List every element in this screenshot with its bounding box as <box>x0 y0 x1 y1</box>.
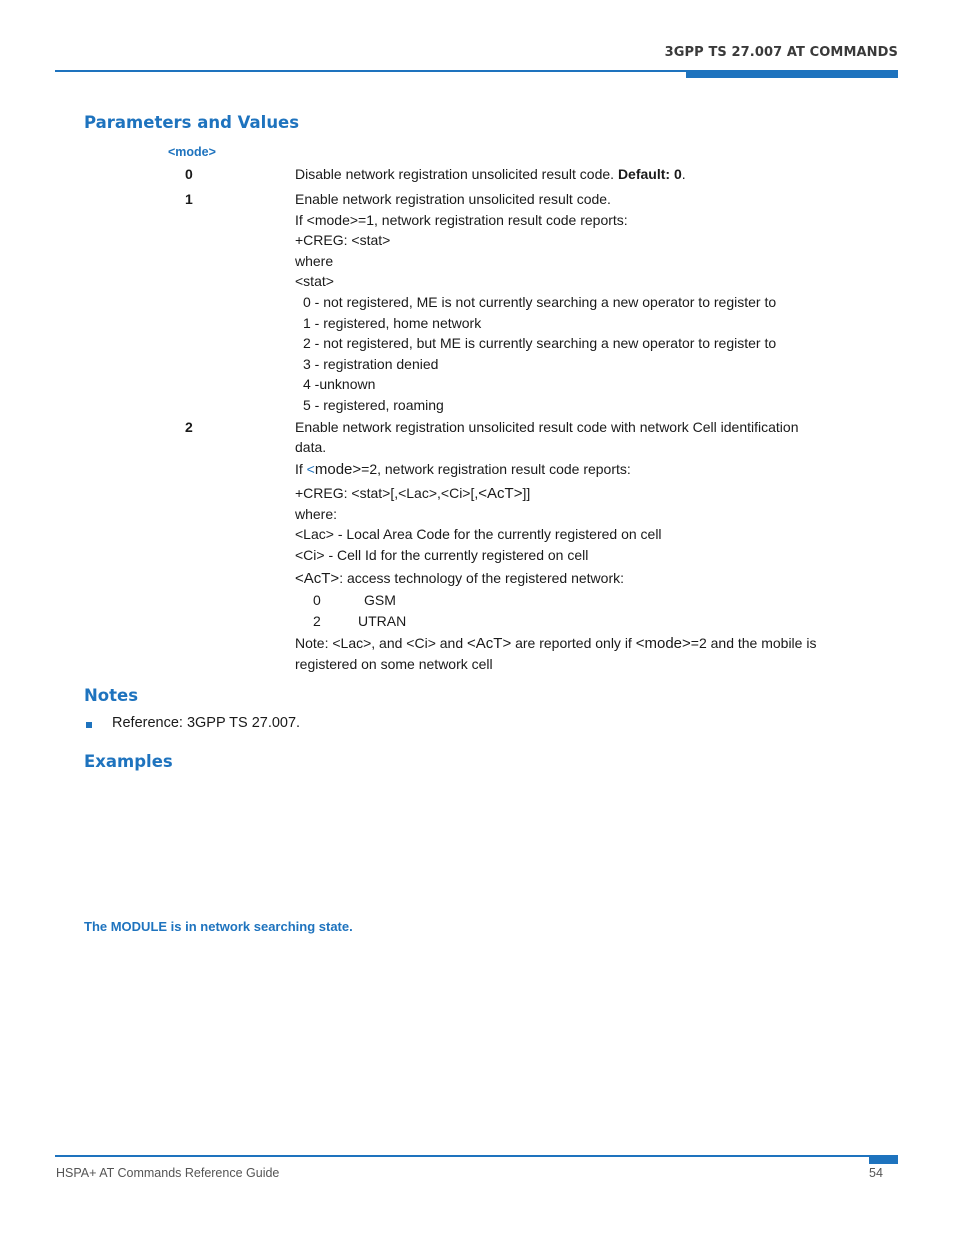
running-header-title: 3GPP TS 27.007 AT COMMANDS <box>664 45 898 60</box>
stat-item: 0 - not registered, ME is not currently searching a new operator to register to <box>303 293 777 310</box>
stat-item: 2 - not registered, but ME is currently searching a new operator to register to <box>303 335 777 352</box>
value-2-description: Enable network registration unsolicited result code with network Cell identification data. If <mode>=2, network registration result code reports: +CREG: <stat>[,<Lac>,<Ci>[,<AcT>]] where: <Lac> - Local Area Code for the currently registered on cell <Ci> - Cell Id for the currently registered on cell <AcT>: access technology of the registered network: 0 GSM 2 UTRAN Note: <Lac>, and <Ci> and <AcT> are reported only if <mode>=2 and the mobile is registered on some network cell <box>295 417 835 674</box>
act-value-row: 0 GSM <box>313 592 396 608</box>
stat-item: 3 - registration denied <box>303 355 439 372</box>
footer-accent-bar <box>869 1155 898 1164</box>
value-1-description: Enable network registration unsolicited result code. If <mode>=1, network registration result code reports: +CREG: <stat> where <stat> 0 - not registered, ME is not currently searching a new operator to register to 1 - registered, home network 2 - not registered, but ME is currently searching a new operator to register to 3 - registration denied 4 -unknown 5 - registered, roaming <box>295 189 835 416</box>
page-number: 54 <box>869 1166 883 1180</box>
header-accent-bar <box>686 70 898 78</box>
default-value: Default: 0 <box>617 166 682 182</box>
value-key-1: 1 <box>185 191 193 207</box>
value-key-2: 2 <box>185 419 193 435</box>
note-item: Reference: 3GPP TS 27.007. <box>112 715 301 731</box>
value-0-description: Disable network registration unsolicited result code. Default: 0. <box>295 166 686 182</box>
stat-item: 5 - registered, roaming <box>303 396 444 413</box>
param-name-mode: <mode> <box>168 145 216 159</box>
act-value-row: 2 UTRAN <box>313 613 407 629</box>
stat-item: 1 - registered, home network <box>303 314 482 331</box>
stat-item: 4 -unknown <box>303 376 376 393</box>
parameters-heading: Parameters and Values <box>84 113 300 132</box>
footer-rule <box>55 1155 898 1157</box>
example-caption: The MODULE is in network searching state. <box>84 919 353 934</box>
footer-doc-title: HSPA+ AT Commands Reference Guide <box>56 1166 280 1180</box>
examples-heading: Examples <box>84 752 173 771</box>
value-key-0: 0 <box>185 166 193 182</box>
notes-heading: Notes <box>84 686 139 705</box>
bullet-icon <box>86 722 92 728</box>
